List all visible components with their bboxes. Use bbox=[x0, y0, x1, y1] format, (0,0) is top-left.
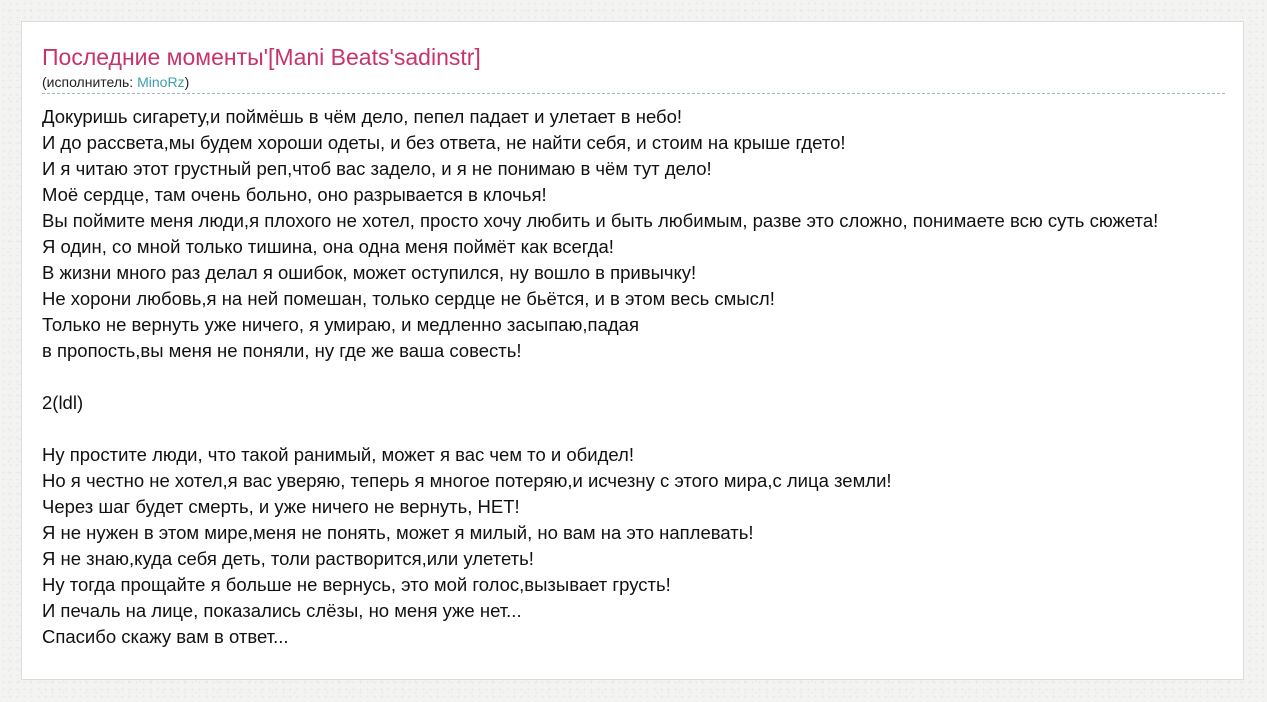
artist-link[interactable]: MinoRz bbox=[137, 74, 185, 90]
lyrics-card bbox=[21, 21, 1244, 680]
lyric-line: Спасибо скажу вам в ответ... bbox=[42, 626, 289, 647]
artist-prefix: (исполнитель: bbox=[42, 74, 138, 90]
lyric-line: Ну простите люди, что такой ранимый, может я вас чем то и обидел! bbox=[42, 444, 634, 465]
artist-line bbox=[42, 74, 189, 91]
lyric-line: Я не нужен в этом мире,меня не понять, может я милый, но вам на это наплевать! bbox=[42, 522, 754, 543]
song-title: Последние моменты'[Mani Beats'sadinstr] bbox=[42, 44, 481, 70]
lyric-line: в пропость,вы меня не поняли, ну где же ваша совесть! bbox=[42, 340, 522, 361]
lyric-line: Но я честно не хотел,я вас уверяю, теперь я многое потеряю,и исчезну с этого мира,с лица земли! bbox=[42, 470, 892, 491]
lyric-line: И я читаю этот грустный реп,чтоб вас задело, и я не понимаю в чём тут дело! bbox=[42, 158, 712, 179]
lyric-line: Я не знаю,куда себя деть, толи растворится,или улететь! bbox=[42, 548, 534, 569]
lyric-blank-line bbox=[42, 364, 1267, 390]
title-divider bbox=[42, 93, 1225, 94]
lyric-line: И до рассвета,мы будем хороши одеты, и без ответа, не найти себя, и стоим на крыше гдето! bbox=[42, 132, 846, 153]
lyric-line: Я один, со мной только тишина, она одна меня поймёт как всегда! bbox=[42, 236, 614, 257]
lyric-line: Только не вернуть уже ничего, я умираю, и медленно засыпаю,падая bbox=[42, 314, 639, 335]
lyric-line: И печаль на лице, показались слёзы, но меня уже нет... bbox=[42, 600, 522, 621]
lyric-line: Через шаг будет смерть, и уже ничего не вернуть, НЕТ! bbox=[42, 496, 520, 517]
lyric-line: В жизни много раз делал я ошибок, может оступился, ну вошло в привычку! bbox=[42, 262, 697, 283]
lyric-line: Моё сердце, там очень больно, оно разрывается в клочья! bbox=[42, 184, 547, 205]
lyric-line: Докуришь сигарету,и поймёшь в чём дело, пепел падает и улетает в небо! bbox=[42, 106, 683, 127]
lyric-line: Вы поймите меня люди,я плохого не хотел, просто хочу любить и быть любимым, разве это сложно, понимаете всю суть сюжета! bbox=[42, 210, 1159, 231]
lyric-line: Не хорони любовь,я на ней помешан, только сердце не бьётся, и в этом весь смысл! bbox=[42, 288, 775, 309]
verse-marker: 2(ldl) bbox=[42, 392, 84, 413]
artist-suffix: ) bbox=[184, 74, 190, 90]
lyrics-text bbox=[42, 104, 1267, 650]
lyric-line: Ну тогда прощайте я больше не вернусь, это мой голос,вызывает грусть! bbox=[42, 574, 671, 595]
lyric-blank-line bbox=[42, 416, 1267, 442]
